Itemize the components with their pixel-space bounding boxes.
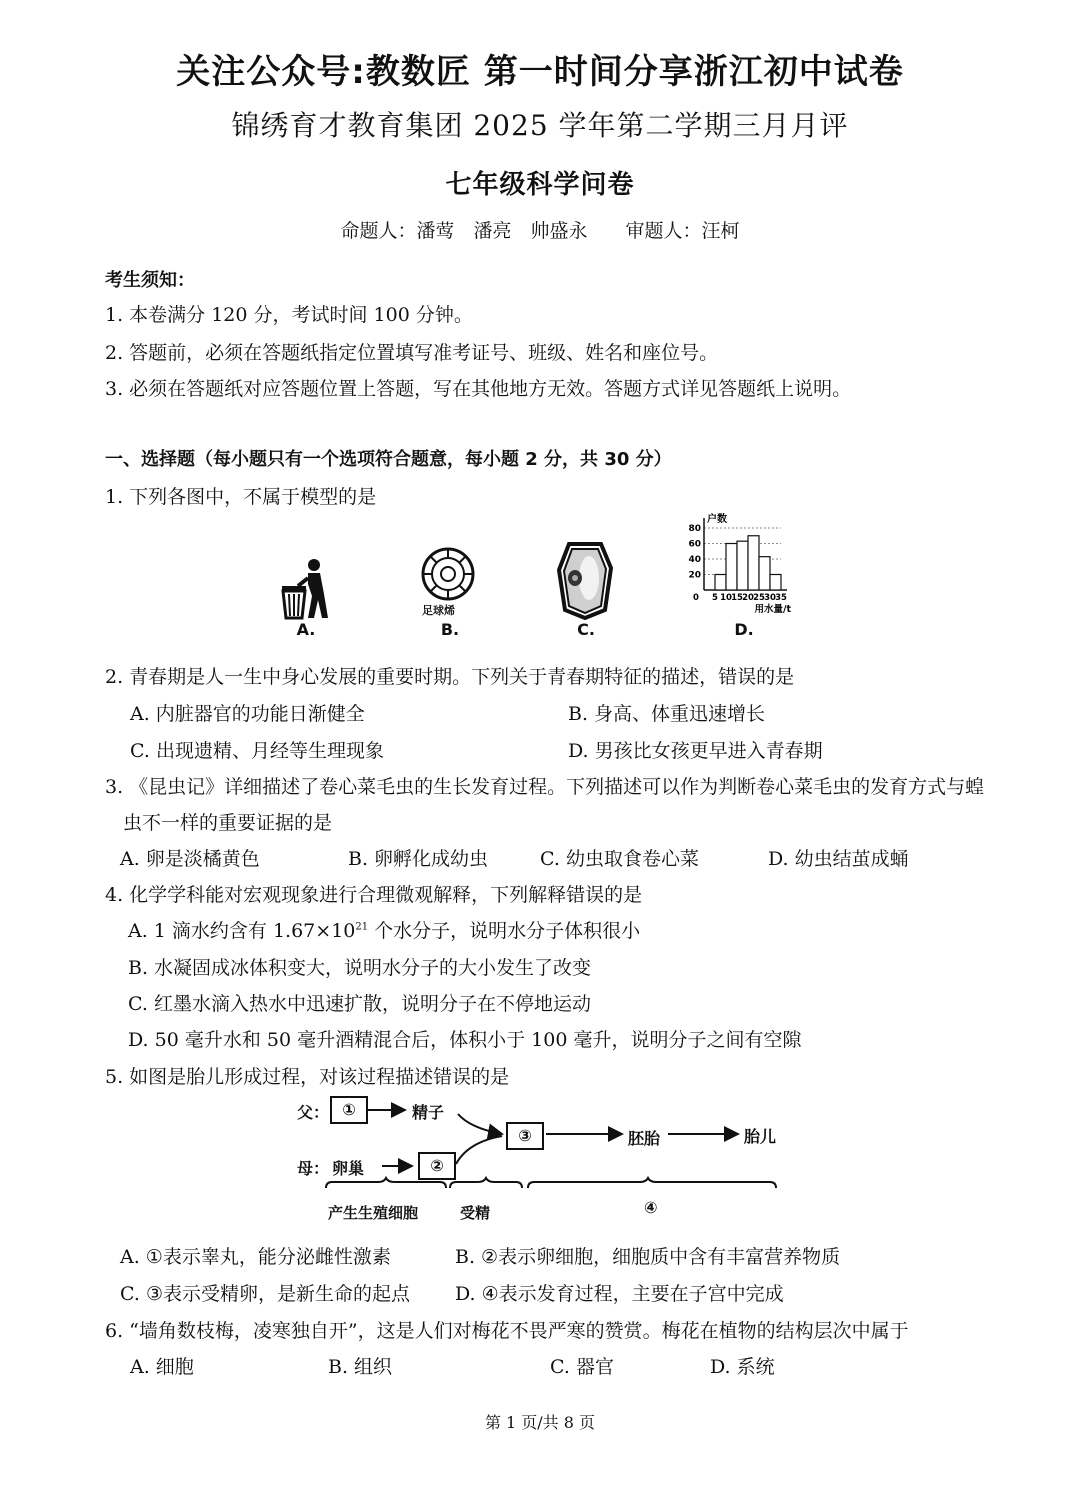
q1-label-d: D. [734,620,754,639]
q3-stem-line1: 3. 《昆虫记》详细描述了卷心菜毛虫的生长发育过程。下列描述可以作为判断卷心菜毛虫的发育方式与蝗 [105,776,985,798]
q3-stem-line2: 虫不一样的重要证据的是 [123,812,333,834]
q2-option-b: B. 身高、体重迅速增长 [568,703,766,725]
watermark-header: 关注公众号:教数匠 第一时间分享浙江初中试卷 [176,52,904,92]
y-tick-label: 40 [688,555,701,565]
paper-title: 七年级科学问卷 [445,170,635,200]
fullerene-caption: 足球烯 [422,604,455,617]
y-axis-label: 户数 [707,514,727,525]
x-tick-label: 0 [693,593,699,603]
histogram-bar [737,541,748,590]
label-gametes: 产生生殖细胞 [328,1204,419,1222]
y-tick-label: 20 [688,570,701,581]
q6-option-d: D. 系统 [710,1356,775,1378]
x-tick-label: 35 [775,593,787,603]
box-1: ① [330,1096,368,1124]
x-tick-label: 25 [753,593,765,603]
histogram-bar [726,544,737,591]
diagram-arrows [290,1090,810,1205]
q2-stem: 2. 青春期是人一生中身心发展的重要时期。下列关于青春期特征的描述，错误的是 [105,666,795,688]
label-fertilization: 受精 [460,1204,491,1222]
mother-label: 母： [297,1159,330,1178]
q2-option-c: C. 出现遗精、月经等生理现象 [130,740,384,762]
y-tick-label: 80 [688,524,701,534]
q4-option-b: B. 水凝固成冰体积变大，说明水分子的大小发生了改变 [128,957,592,979]
father-label: 父： [297,1103,330,1122]
fullerene-model-icon [420,546,476,602]
box-2: ② [418,1152,456,1180]
trash-bin-icon [272,556,336,622]
box-3: ③ [506,1122,544,1150]
x-tick-label: 15 [731,593,743,603]
q6-stem: 6. “墙角数枝梅，凌寒独自开”，这是人们对梅花不畏严寒的赞赏。梅花在植物的结构层次中属于 [105,1320,909,1342]
y-tick-label: 60 [688,539,701,550]
notice-item-1: 1. 本卷满分 120 分，考试时间 100 分钟。 [105,304,473,326]
q5-option-d: D. ④表示发育过程，主要在子宫中完成 [455,1283,784,1305]
plant-cell-model-icon [555,540,615,620]
ovary-label: 卵巢 [332,1159,365,1178]
sperm-label: 精子 [412,1103,445,1122]
exponent: 21 [355,921,369,933]
histogram-bar [715,575,726,591]
x-tick-label: 20 [742,593,754,603]
q6-option-a: A. 细胞 [130,1356,194,1378]
x-axis-label: 用水量/t [754,604,791,615]
x-tick-label: 10 [720,593,732,603]
q4-option-a: A. 1 滴水约含有 $1.67\times 10^{21}$ 个水分子，说明水分子体积很小 [128,920,641,942]
section-title: 一、选择题（每小题只有一个选项符合题意，每小题 2 分，共 30 分） [105,449,672,470]
q1-label-a: A. [296,620,316,639]
q5-stem: 5. 如图是胎儿形成过程，对该过程描述错误的是 [105,1066,510,1088]
histogram-bar [748,536,759,590]
exam-title: 锦绣育才教育集团 2025 学年第二学期三月月评 [231,109,849,142]
q6-option-b: B. 组织 [328,1356,393,1378]
notice-item-2: 2. 答题前，必须在答题纸指定位置填写准考证号、班级、姓名和座位号。 [105,342,719,364]
water-usage-histogram [672,512,812,618]
q3-option-d: D. 幼虫结茧成蛹 [768,848,909,870]
q1-label-b: B. [440,620,460,639]
label-development: ④ [644,1198,658,1217]
x-tick-label: 5 [712,593,718,603]
embryo-label: 胚胎 [628,1129,661,1148]
q4-option-d: D. 50 毫升水和 50 毫升酒精混合后，体积小于 100 毫升，说明分子之间有空隙 [128,1029,802,1051]
q3-option-b: B. 卵孵化成幼虫 [348,848,489,870]
q5-option-b: B. ②表示卵细胞，细胞质中含有丰富营养物质 [455,1246,841,1268]
q3-option-c: C. 幼虫取食卷心菜 [540,848,699,870]
notice-item-3: 3. 必须在答题纸对应答题位置上答题，写在其他地方无效。答题方式详见答题纸上说明。 [105,378,852,400]
x-tick-label: 30 [764,593,776,603]
q3-option-a: A. 卵是淡橘黄色 [120,848,260,870]
q4-option-c: C. 红墨水滴入热水中迅速扩散，说明分子在不停地运动 [128,993,591,1015]
histogram-bar [770,575,781,591]
page-footer: 第 1 页/共 8 页 [484,1413,596,1432]
q1-label-c: C. [577,620,595,639]
histogram-bar [759,557,770,590]
fetus-label: 胎儿 [744,1127,777,1146]
q2-option-d: D. 男孩比女孩更早进入青春期 [568,740,823,762]
authors-line: 命题人：潘莺 潘亮 帅盛永 审题人：汪柯 [340,220,740,242]
q2-option-a: A. 内脏器官的功能日渐健全 [130,703,365,725]
q4-stem: 4. 化学学科能对宏观现象进行合理微观解释，下列解释错误的是 [105,884,643,906]
q5-option-c: C. ③表示受精卵，是新生命的起点 [120,1283,410,1305]
notice-title: 考生须知： [105,270,195,291]
q5-option-a: A. ①表示睾丸，能分泌雌性激素 [120,1246,391,1268]
q6-option-c: C. 器官 [550,1356,614,1378]
q1-stem: 1. 下列各图中，不属于模型的是 [105,486,377,508]
